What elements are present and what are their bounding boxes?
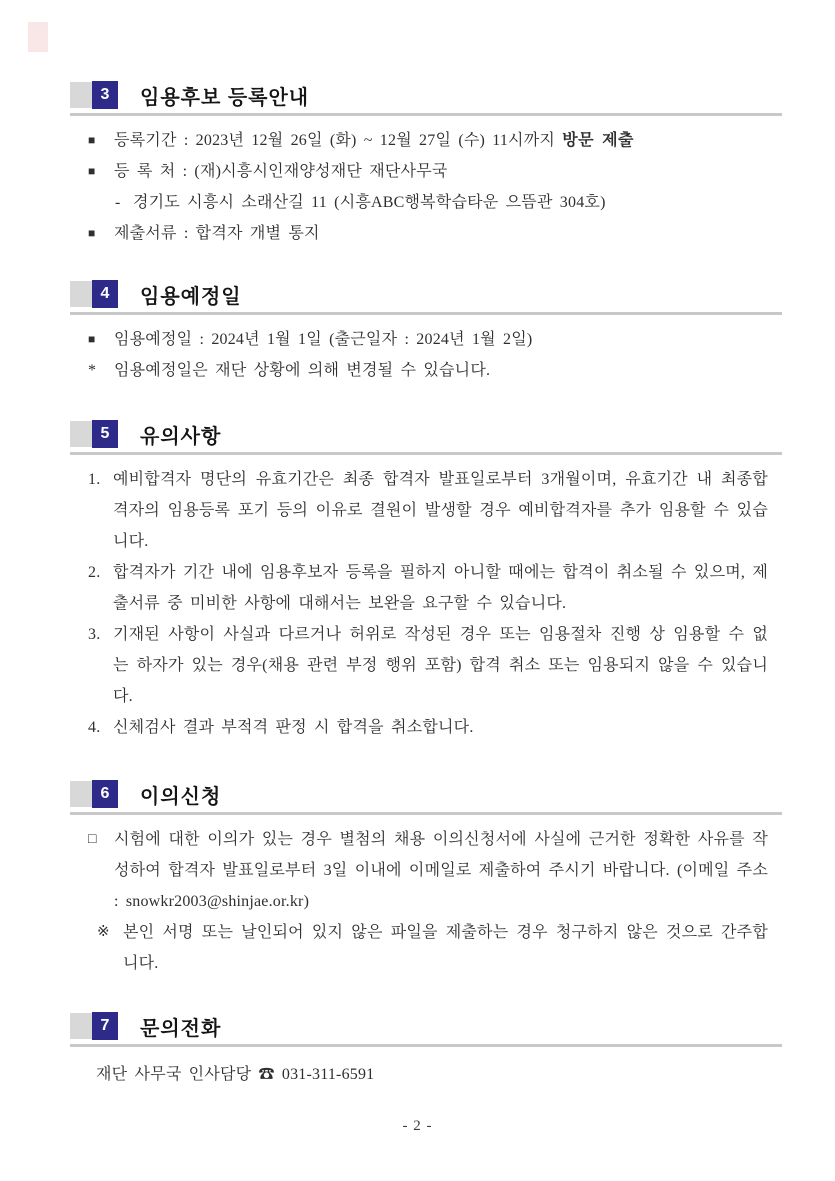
list-item (88, 355, 768, 386)
notice-item-text: 신체검사 결과 부적격 판정 시 합격을 취소합니다. (113, 719, 474, 736)
dash-bullet: - (115, 194, 121, 211)
section-title: 임용후보 등록안내 (140, 86, 310, 109)
section-3-body (70, 116, 782, 249)
page-number: - 2 - (402, 1118, 433, 1134)
section-5-header (70, 419, 782, 455)
notice-item-text: 합격자가 기간 내에 임용후보자 등록을 필하지 아니할 때에는 합격이 취소될 수 있으며, 제출서류 중 미비한 사항에 대해서는 보완을 요구할 수 있습니다. (113, 564, 768, 612)
square-bullet-icon: ■ (88, 133, 96, 147)
numbered-item (88, 464, 768, 557)
section-tab-decoration (70, 1013, 92, 1039)
section-5 (70, 419, 782, 743)
section-3 (70, 80, 782, 249)
square-bullet-icon: ■ (88, 226, 96, 240)
reference-note-text: 본인 서명 또는 날인되어 있지 않은 파일을 제출하는 경우 청구하지 않은 것으로 간주합니다. (123, 924, 768, 972)
section-3-header (70, 80, 782, 116)
appointment-date-text: 임용예정일 : 2024년 1월 1일 (출근일자 : 2024년 1월 2일) (114, 331, 533, 348)
section-title: 임용예정일 (140, 285, 242, 308)
section-6-body (70, 815, 782, 979)
appointment-note-text: 임용예정일은 재단 상황에 의해 변경될 수 있습니다. (114, 362, 491, 379)
objection-text: 시험에 대한 이의가 있는 경우 별첨의 채용 이의신청서에 사실에 근거한 정확한 사유를 작성하여 합격자 발표일로부터 3일 이내에 이메일로 제출하여 주시기 바랍니다. (이메일 주소 : snowkr2003@shinjae.or.kr) (114, 831, 768, 910)
bold-emphasis-text: 방문 제출 (562, 132, 634, 149)
list-item (88, 218, 768, 249)
asterisk-bullet: * (88, 362, 97, 379)
scan-artifact-mark (28, 22, 48, 52)
section-5-body (70, 455, 782, 743)
section-7 (70, 1011, 782, 1090)
contact-phone-text: 재단 사무국 인사담당 ☎ 031-311-6591 (96, 1066, 375, 1083)
section-number-badge: 5 (92, 420, 118, 448)
section-tab-decoration (70, 781, 92, 807)
section-title: 이의신청 (140, 785, 222, 808)
section-number-badge: 3 (92, 81, 118, 109)
reference-mark-icon: ※ (97, 924, 110, 940)
square-bullet-icon: ■ (88, 164, 96, 178)
section-number-badge: 4 (92, 280, 118, 308)
section-4-body (70, 315, 782, 386)
section-number-badge: 6 (92, 780, 118, 808)
section-tab-decoration (70, 281, 92, 307)
section-4 (70, 279, 782, 386)
section-title: 문의전화 (140, 1017, 222, 1040)
section-7-body (70, 1047, 782, 1090)
numbered-item (88, 619, 768, 712)
notice-item-text: 예비합격자 명단의 유효기간은 최종 합격자 발표일로부터 3개월이며, 유효기간 내 최종합격자의 임용등록 포기 등의 이유로 결원이 발생할 경우 예비합격자를 추가 임용할 수 있습니다. (113, 471, 768, 550)
list-item (88, 156, 768, 187)
checkbox-item (88, 824, 768, 917)
registration-period-text: 등록기간 : 2023년 12월 26일 (화) ~ 12월 27일 (수) 11시까지 (114, 132, 556, 149)
documents-text: 제출서류 : 합격자 개별 통지 (114, 225, 320, 242)
section-6 (70, 779, 782, 979)
list-item-text (114, 125, 768, 156)
square-bullet-icon: ■ (88, 332, 96, 346)
address-text: 경기도 시흥시 소래산길 11 (시흥ABC행복학습타운 으뜸관 304호) (133, 194, 606, 211)
section-title: 유의사항 (140, 425, 222, 448)
empty-checkbox-icon: □ (88, 832, 97, 847)
section-tab-decoration (70, 421, 92, 447)
item-number: 1. (88, 471, 101, 488)
section-number-badge: 7 (92, 1012, 118, 1040)
list-subitem (88, 187, 768, 218)
section-4-header (70, 279, 782, 315)
notice-item-text: 기재된 사항이 사실과 다르거나 허위로 작성된 경우 또는 임용절차 진행 상 임용할 수 없는 하자가 있는 경우(채용 관련 부정 행위 포함) 합격 취소 또는 임용되지 않을 수 있습니다. (113, 626, 768, 705)
section-6-header (70, 779, 782, 815)
list-item (88, 324, 768, 355)
section-7-header (70, 1011, 782, 1047)
item-number: 3. (88, 626, 101, 643)
reference-note (97, 917, 768, 979)
numbered-item (88, 712, 768, 743)
item-number: 2. (88, 564, 101, 581)
registration-place-text: 등 록 처 : (재)시흥시인재양성재단 재단사무국 (114, 163, 448, 180)
section-tab-decoration (70, 82, 92, 108)
numbered-item (88, 557, 768, 619)
list-item (88, 125, 768, 156)
item-number: 4. (88, 719, 101, 736)
